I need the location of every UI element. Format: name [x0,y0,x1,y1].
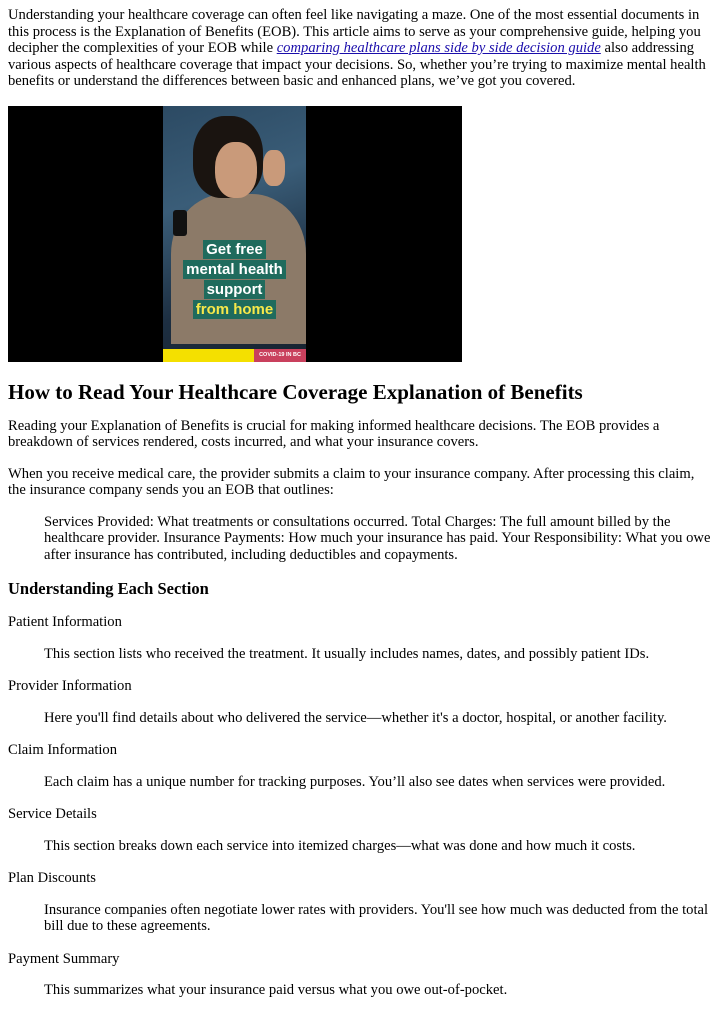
phone-icon [173,210,187,236]
video-embed[interactable] [8,106,462,362]
comparison-guide-link[interactable]: comparing healthcare plans side by side decision guide [276,40,601,56]
poster-headline-line-4: from home [193,300,277,320]
section-desc-payment-summary: This summarizes what your insurance paid versus what you owe out-of-pocket. [44,982,508,998]
eob-outline-quote: Services Provided: What treatments or consultations occurred. Total Charges: The full amount billed by the healthcare provider. Insurance Payments: How much your insurance has paid. Your Responsibility: What you owe after insurance has contributed, including deductibles and copayments. [44,513,711,563]
hand-illustration [263,150,285,186]
article-heading: How to Read Your Healthcare Coverage Explanation of Benefits [8,379,583,404]
section-desc-plan-discounts: Insurance companies often negotiate lower rates with providers. You'll see how much was deducted from the total bill due to these agreements. [44,901,709,934]
section-desc-claim-information: Each claim has a unique number for tracking purposes. You’ll also see dates when services were provided. [44,773,666,790]
section-desc-service-details: This section breaks down each service into itemized charges—what was done and how much it costs. [44,837,636,854]
section-desc-provider-information: Here you'll find details about who delivered the service—whether it's a doctor, hospital, or another facility. [44,709,667,726]
intro-paragraph [8,7,708,90]
intro-text-after: also addressing various aspects of healthcare coverage that impact your decisions. So, whether you’re trying to maximize mental health benefits or understand the differences between basic and enhanced plans, we’ve got you covered. [8,40,706,89]
article-paragraph-1: Reading your Explanation of Benefits is crucial for making informed healthcare decisions. The EOB provides a breakdown of services rendered, costs incurred, and what your insurance covers. [8,417,660,450]
intro-text-before: Understanding your healthcare coverage can often feel like navigating a maze. One of the most essential documents in this process is the Explanation of Benefits (EOB). This article aims to serve as your comprehensive guide, helping you decipher the complexities of your EOB while [8,7,701,56]
section-desc-patient-information: This section lists who received the treatment. It usually includes names, dates, and possibly patient IDs. [44,645,650,662]
person-face-illustration [215,142,257,198]
poster-headline-line-2: mental health [183,260,286,280]
section-subheading: Understanding Each Section [8,579,209,598]
section-title-service-details: Service Details [8,806,97,822]
poster-headline [163,240,306,320]
poster-tag: COVID-19 IN BC [254,349,306,362]
poster-headline-line-3: support [204,280,266,300]
article-paragraph-2: When you receive medical care, the provider submits a claim to your insurance company. After processing this claim, the insurance company sends you an EOB that outlines: [8,465,695,498]
section-title-provider-information: Provider Information [8,678,132,694]
section-title-claim-information: Claim Information [8,742,118,758]
section-title-payment-summary: Payment Summary [8,950,120,967]
section-title-patient-information: Patient Information [8,614,122,630]
mental-health-poster [163,106,306,362]
poster-headline-line-1: Get free [203,240,266,260]
article-page [0,7,720,999]
section-title-plan-discounts: Plan Discounts [8,870,96,886]
